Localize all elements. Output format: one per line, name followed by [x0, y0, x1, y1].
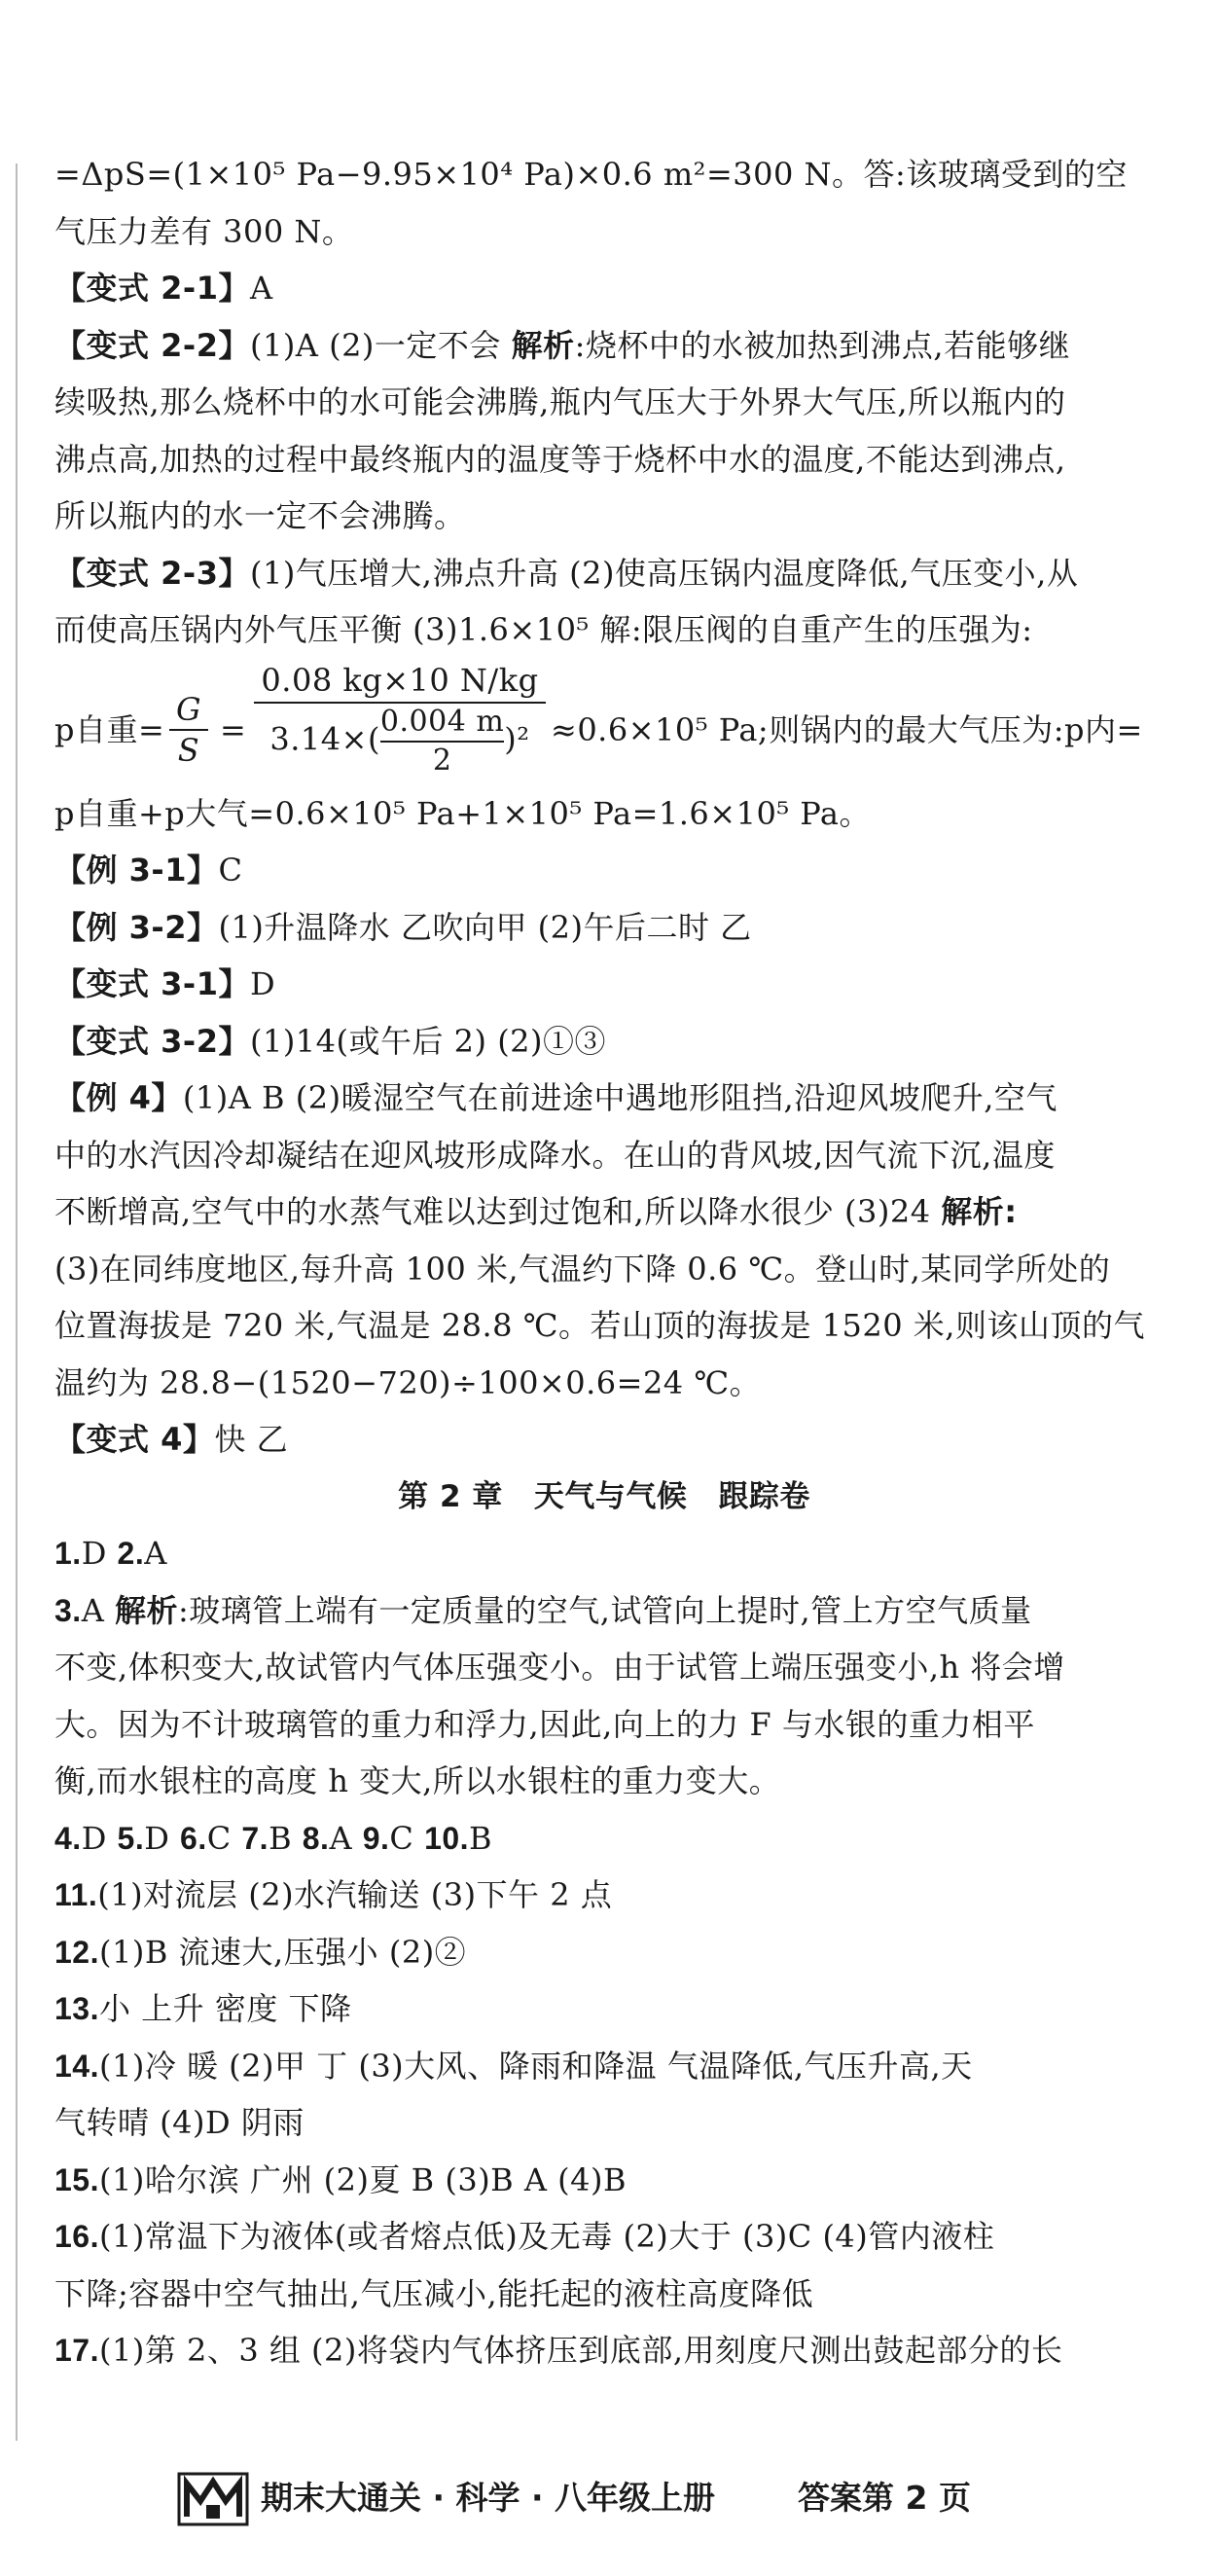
answer-q4-q10 [54, 1810, 1154, 1868]
question-number: 12. [54, 1934, 99, 1970]
line-text: 而使高压锅内外气压平衡 (3)1.6×10⁵ 解:限压阀的自重产生的压强为: [54, 611, 1033, 648]
question-number: 3. [54, 1592, 82, 1628]
fraction-main [254, 661, 546, 778]
chapter-number: 第 2 章 [398, 1478, 503, 1514]
answer-text: (1)冷 暖 (2)甲 丁 (3)大风、降雨和降温 气温降低,气压升高,天 [98, 2047, 973, 2085]
item-tag: 【例 3-2】 [54, 908, 219, 946]
line-text: (1)气压增大,沸点升高 (2)使高压锅内温度降低,气压变小,从 [249, 554, 1079, 592]
answer-variant-4 [54, 1411, 1154, 1469]
answer-variant-2-2 [54, 317, 1154, 375]
pressure-formula [54, 659, 1154, 778]
chapter-heading [54, 1469, 1154, 1526]
answer-text: (1)常温下为液体(或者熔点低)及无毒 (2)大于 (3)C (4)管内液柱 [98, 2218, 995, 2255]
text-line [54, 1355, 1154, 1412]
answer-q3 [54, 1582, 1154, 1640]
book-title: 期末大通关 · 科学 · 八年级上册 [261, 2479, 716, 2517]
line-text: (3)在同纬度地区,每升高 100 米,气温约下降 0.6 ℃。登山时,某同学所处的 [54, 1250, 1111, 1288]
text-line [54, 1127, 1154, 1184]
inner-denominator: 2 [432, 743, 452, 778]
line-text: :烧杯中的水被加热到沸点,若能够继 [574, 326, 1071, 364]
answer-text: C [389, 1819, 425, 1857]
question-number: 13. [54, 1991, 99, 2026]
fraction-numerator: G [175, 690, 202, 728]
item-tag: 【例 4】 [54, 1079, 183, 1116]
question-number: 14. [54, 2048, 99, 2084]
question-number: 9. [362, 1820, 390, 1856]
text-line [54, 2094, 1154, 2152]
answer-variant-2-1 [54, 260, 1154, 317]
question-number: 6. [180, 1820, 207, 1856]
answer-text: B [469, 1819, 493, 1857]
answer-q17 [54, 2322, 1154, 2379]
answer-variant-3-1 [54, 956, 1154, 1013]
answer-text: 小 上升 密度 下降 [98, 1990, 352, 2027]
text-line [54, 203, 1154, 261]
item-tag: 【变式 2-3】 [54, 554, 250, 592]
question-number: 2. [117, 1536, 145, 1571]
analysis-label: 解析 [114, 1591, 178, 1629]
text-line [54, 1696, 1154, 1754]
line-text: p自重+p大气=0.6×10⁵ Pa+1×10⁵ Pa=1.6×10⁵ Pa。 [54, 794, 871, 832]
answer-q12 [54, 1924, 1154, 1981]
line-text: 不断增高,空气中的水蒸气难以达到过饱和,所以降水很少 (3)24 [54, 1193, 942, 1230]
text-line [54, 146, 1154, 203]
page-number: 答案第 2 页 [798, 2479, 971, 2517]
analysis-label: 解析: [941, 1193, 1018, 1230]
fraction-bar [254, 702, 546, 704]
question-number: 8. [302, 1820, 330, 1856]
fraction-denominator [254, 706, 546, 778]
answer-example-4 [54, 1070, 1154, 1127]
answer-text: A [329, 1819, 363, 1857]
answer-text: D [81, 1535, 118, 1572]
text-line [54, 1241, 1154, 1298]
fraction-denominator: S [177, 731, 200, 769]
formula-lhs: p自重= [54, 710, 165, 748]
question-number: 1. [54, 1536, 82, 1571]
text-line [54, 374, 1154, 431]
answer-text: A [144, 1535, 167, 1572]
answer-text: D [81, 1819, 118, 1857]
line-text: (1)升温降水 乙吹向甲 (2)午后二时 乙 [218, 908, 752, 946]
question-number: 7. [241, 1820, 269, 1856]
line-text: 中的水汽因冷却凝结在迎风坡形成降水。在山的背风坡,因气流下沉,温度 [54, 1136, 1056, 1174]
answer-text: B [269, 1819, 303, 1857]
answer-text: 衡,而水银柱的高度 h 变大,所以水银柱的重力变大。 [54, 1762, 781, 1799]
denominator-text: 3.14×( [269, 720, 380, 757]
chapter-title: 天气与气候 [533, 1478, 688, 1514]
line-text: 温约为 28.8−(1520−720)÷100×0.6=24 ℃。 [54, 1363, 762, 1401]
line-text: A [249, 270, 273, 307]
text-line [54, 431, 1154, 489]
text-line [54, 1639, 1154, 1696]
line-text: 续吸热,那么烧杯中的水可能会沸腾,瓶内气压大于外界大气压,所以瓶内的 [54, 383, 1066, 420]
answer-q11 [54, 1867, 1154, 1924]
answer-text: C [206, 1819, 242, 1857]
text-line [54, 1753, 1154, 1810]
chapter-test-type: 跟踪卷 [718, 1478, 810, 1514]
text-line [54, 601, 1154, 659]
answer-text: (1)哈尔滨 广州 (2)夏 B (3)B A (4)B [98, 2160, 627, 2198]
answer-text: D [144, 1819, 181, 1857]
answer-variant-3-2 [54, 1013, 1154, 1070]
denominator-text: )² [504, 720, 530, 757]
line-text: 沸点高,加热的过程中最终瓶内的温度等于烧杯中水的温度,不能达到沸点, [54, 440, 1066, 478]
answer-text: 大。因为不计玻璃管的重力和浮力,因此,向上的力 F 与水银的重力相平 [54, 1705, 1035, 1743]
text-line [54, 1183, 1154, 1241]
fraction-bar [169, 729, 208, 731]
answer-text: A [81, 1591, 115, 1629]
line-text: C [218, 852, 243, 889]
answer-q14 [54, 2038, 1154, 2095]
book-logo-icon [177, 2472, 249, 2526]
item-tag: 【变式 2-2】 [54, 326, 250, 364]
fraction-numerator: 0.08 kg×10 N/kg [261, 661, 539, 699]
line-text: (1)A (2)一定不会 [249, 326, 512, 364]
left-margin-rule [16, 163, 18, 2441]
item-tag: 【例 3-1】 [54, 852, 219, 889]
analysis-label: 解析 [511, 326, 575, 364]
line-text: 所以瓶内的水一定不会沸腾。 [54, 497, 466, 534]
answer-text: (1)B 流速大,压强小 (2)② [98, 1933, 467, 1971]
question-number: 11. [54, 1877, 98, 1912]
item-tag: 【变式 3-2】 [54, 1022, 250, 1060]
answer-variant-2-3 [54, 545, 1154, 602]
item-tag: 【变式 2-1】 [54, 270, 250, 307]
line-text: (1)14(或午后 2) (2)①③ [249, 1022, 607, 1060]
answer-text: 不变,体积变大,故试管内气体压强变小。由于试管上端压强变小,h 将会增 [54, 1649, 1065, 1686]
answer-q13 [54, 1980, 1154, 2038]
line-text: D [249, 965, 276, 1002]
inner-numerator: 0.004 m [379, 704, 505, 739]
line-text: 位置海拔是 720 米,气温是 28.8 ℃。若山顶的海拔是 1520 米,则该山顶的气 [54, 1307, 1145, 1344]
answer-text: (1)第 2、3 组 (2)将袋内气体挤压到底部,用刻度尺测出鼓起部分的长 [98, 2332, 1063, 2369]
line-text: 快 乙 [214, 1421, 289, 1458]
question-number: 16. [54, 2219, 99, 2254]
answer-text: (1)对流层 (2)水汽输送 (3)下午 2 点 [97, 1876, 613, 1913]
line-text: 气压力差有 300 N。 [54, 212, 354, 250]
answer-text: 气转晴 (4)D 阴雨 [54, 2104, 305, 2141]
item-tag: 【变式 3-1】 [54, 965, 250, 1002]
answer-q16 [54, 2208, 1154, 2266]
text-line [54, 2266, 1154, 2323]
question-number: 17. [54, 2333, 99, 2368]
answer-content [54, 146, 1154, 2379]
text-line [54, 1297, 1154, 1355]
inner-fraction [380, 706, 504, 778]
answer-q1-q2 [54, 1525, 1154, 1582]
formula-equals: = [220, 710, 247, 748]
question-number: 10. [424, 1820, 470, 1856]
question-number: 5. [117, 1820, 145, 1856]
line-text: =ΔpS=(1×10⁵ Pa−9.95×10⁴ Pa)×0.6 m²=300 N。答:该玻璃受到的空 [54, 156, 1128, 193]
answer-q15 [54, 2152, 1154, 2209]
text-line [54, 488, 1154, 545]
answer-example-3-2 [54, 899, 1154, 957]
formula-rhs: ≈0.6×10⁵ Pa;则锅内的最大气压为:p内= [551, 710, 1143, 748]
item-tag: 【变式 4】 [54, 1421, 215, 1458]
text-line [54, 785, 1154, 843]
line-text: (1)A B (2)暖湿空气在前进途中遇地形阻挡,沿迎风坡爬升,空气 [182, 1079, 1058, 1116]
fraction-g-over-s [169, 692, 208, 768]
fraction-bar [380, 741, 504, 743]
question-number: 15. [54, 2161, 99, 2197]
answer-text: 下降;容器中空气抽出,气压减小,能托起的液柱高度降低 [54, 2274, 814, 2312]
answer-example-3-1 [54, 842, 1154, 899]
answer-text: :玻璃管上端有一定质量的空气,试管向上提时,管上方空气质量 [177, 1591, 1032, 1629]
question-number: 4. [54, 1820, 82, 1856]
